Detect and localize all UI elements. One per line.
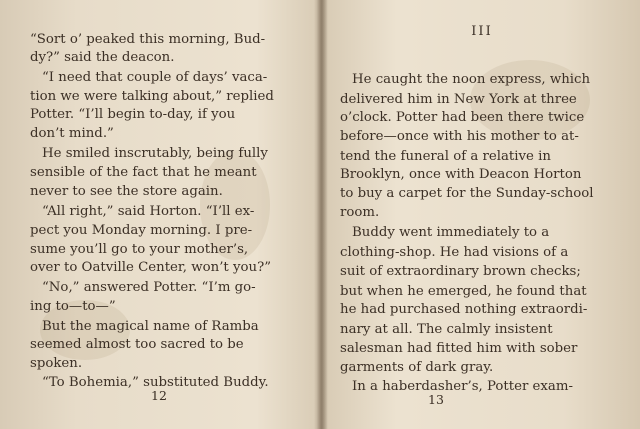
text-line: Brooklyn, once with Deacon Horton — [340, 167, 582, 182]
text-line: suit of extraordinary brown checks; — [340, 264, 581, 279]
text-line: over to Oatville Center, won’t you?” — [30, 260, 272, 275]
text-line: nary at all. The calmly insistent — [340, 322, 553, 337]
text-line: He smiled inscrutably, being fully — [42, 146, 268, 161]
text-line: seemed almost too sacred to be — [30, 337, 244, 352]
text-line: “No,” answered Potter. “I’m go- — [42, 280, 256, 295]
text-line: He caught the noon express, which — [352, 72, 591, 87]
left-page — [0, 0, 318, 429]
text-line: clothing-shop. He had visions of a — [340, 245, 569, 260]
text-line: “Sort o’ peaked this morning, Bud- — [30, 32, 266, 47]
text-line: ing to—to—” — [30, 299, 116, 314]
text-line: to buy a carpet for the Sunday-school — [340, 186, 594, 201]
text-line: don’t mind.” — [30, 126, 114, 141]
text-line: “All right,” said Horton. “I’ll ex- — [42, 204, 255, 219]
text-line: In a haberdasher’s, Potter exam- — [352, 379, 573, 394]
text-line: pect you Monday morning. I pre- — [30, 223, 253, 238]
text-line: but when he emerged, he found that — [340, 284, 587, 299]
text-line: “To Bohemia,” substituted Buddy. — [42, 375, 269, 390]
text-line: he had purchased nothing extraordi- — [340, 302, 588, 317]
text-line: spoken. — [30, 356, 83, 371]
page-number: 12 — [151, 388, 167, 403]
text-line: delivered him in New York at three — [340, 92, 577, 107]
text-line: dy?” said the deacon. — [30, 50, 175, 65]
text-line: But the magical name of Ramba — [42, 319, 259, 334]
text-line: before—once with his mother to at- — [340, 129, 579, 144]
chapter-heading: III — [471, 24, 493, 39]
text-line: tion we were talking about,” replied — [30, 89, 274, 104]
text-line: tend the funeral of a relative in — [340, 149, 551, 164]
text-line: Buddy went immediately to a — [352, 225, 550, 240]
text-line: o’clock. Potter had been there twice — [340, 110, 585, 125]
page-number: 13 — [428, 392, 444, 407]
text-line: “I need that couple of days’ vaca- — [42, 70, 268, 85]
text-line: never to see the store again. — [30, 184, 223, 199]
right-page — [324, 0, 640, 429]
text-line: salesman had fitted him with sober — [340, 341, 578, 356]
text-line: Potter. “I’ll begin to-day, if you — [30, 107, 236, 122]
text-line: garments of dark gray. — [340, 360, 494, 375]
text-line: sume you’ll go to your mother’s, — [30, 242, 249, 257]
text-line: sensible of the fact that he meant — [30, 165, 257, 180]
text-line: room. — [340, 205, 380, 220]
